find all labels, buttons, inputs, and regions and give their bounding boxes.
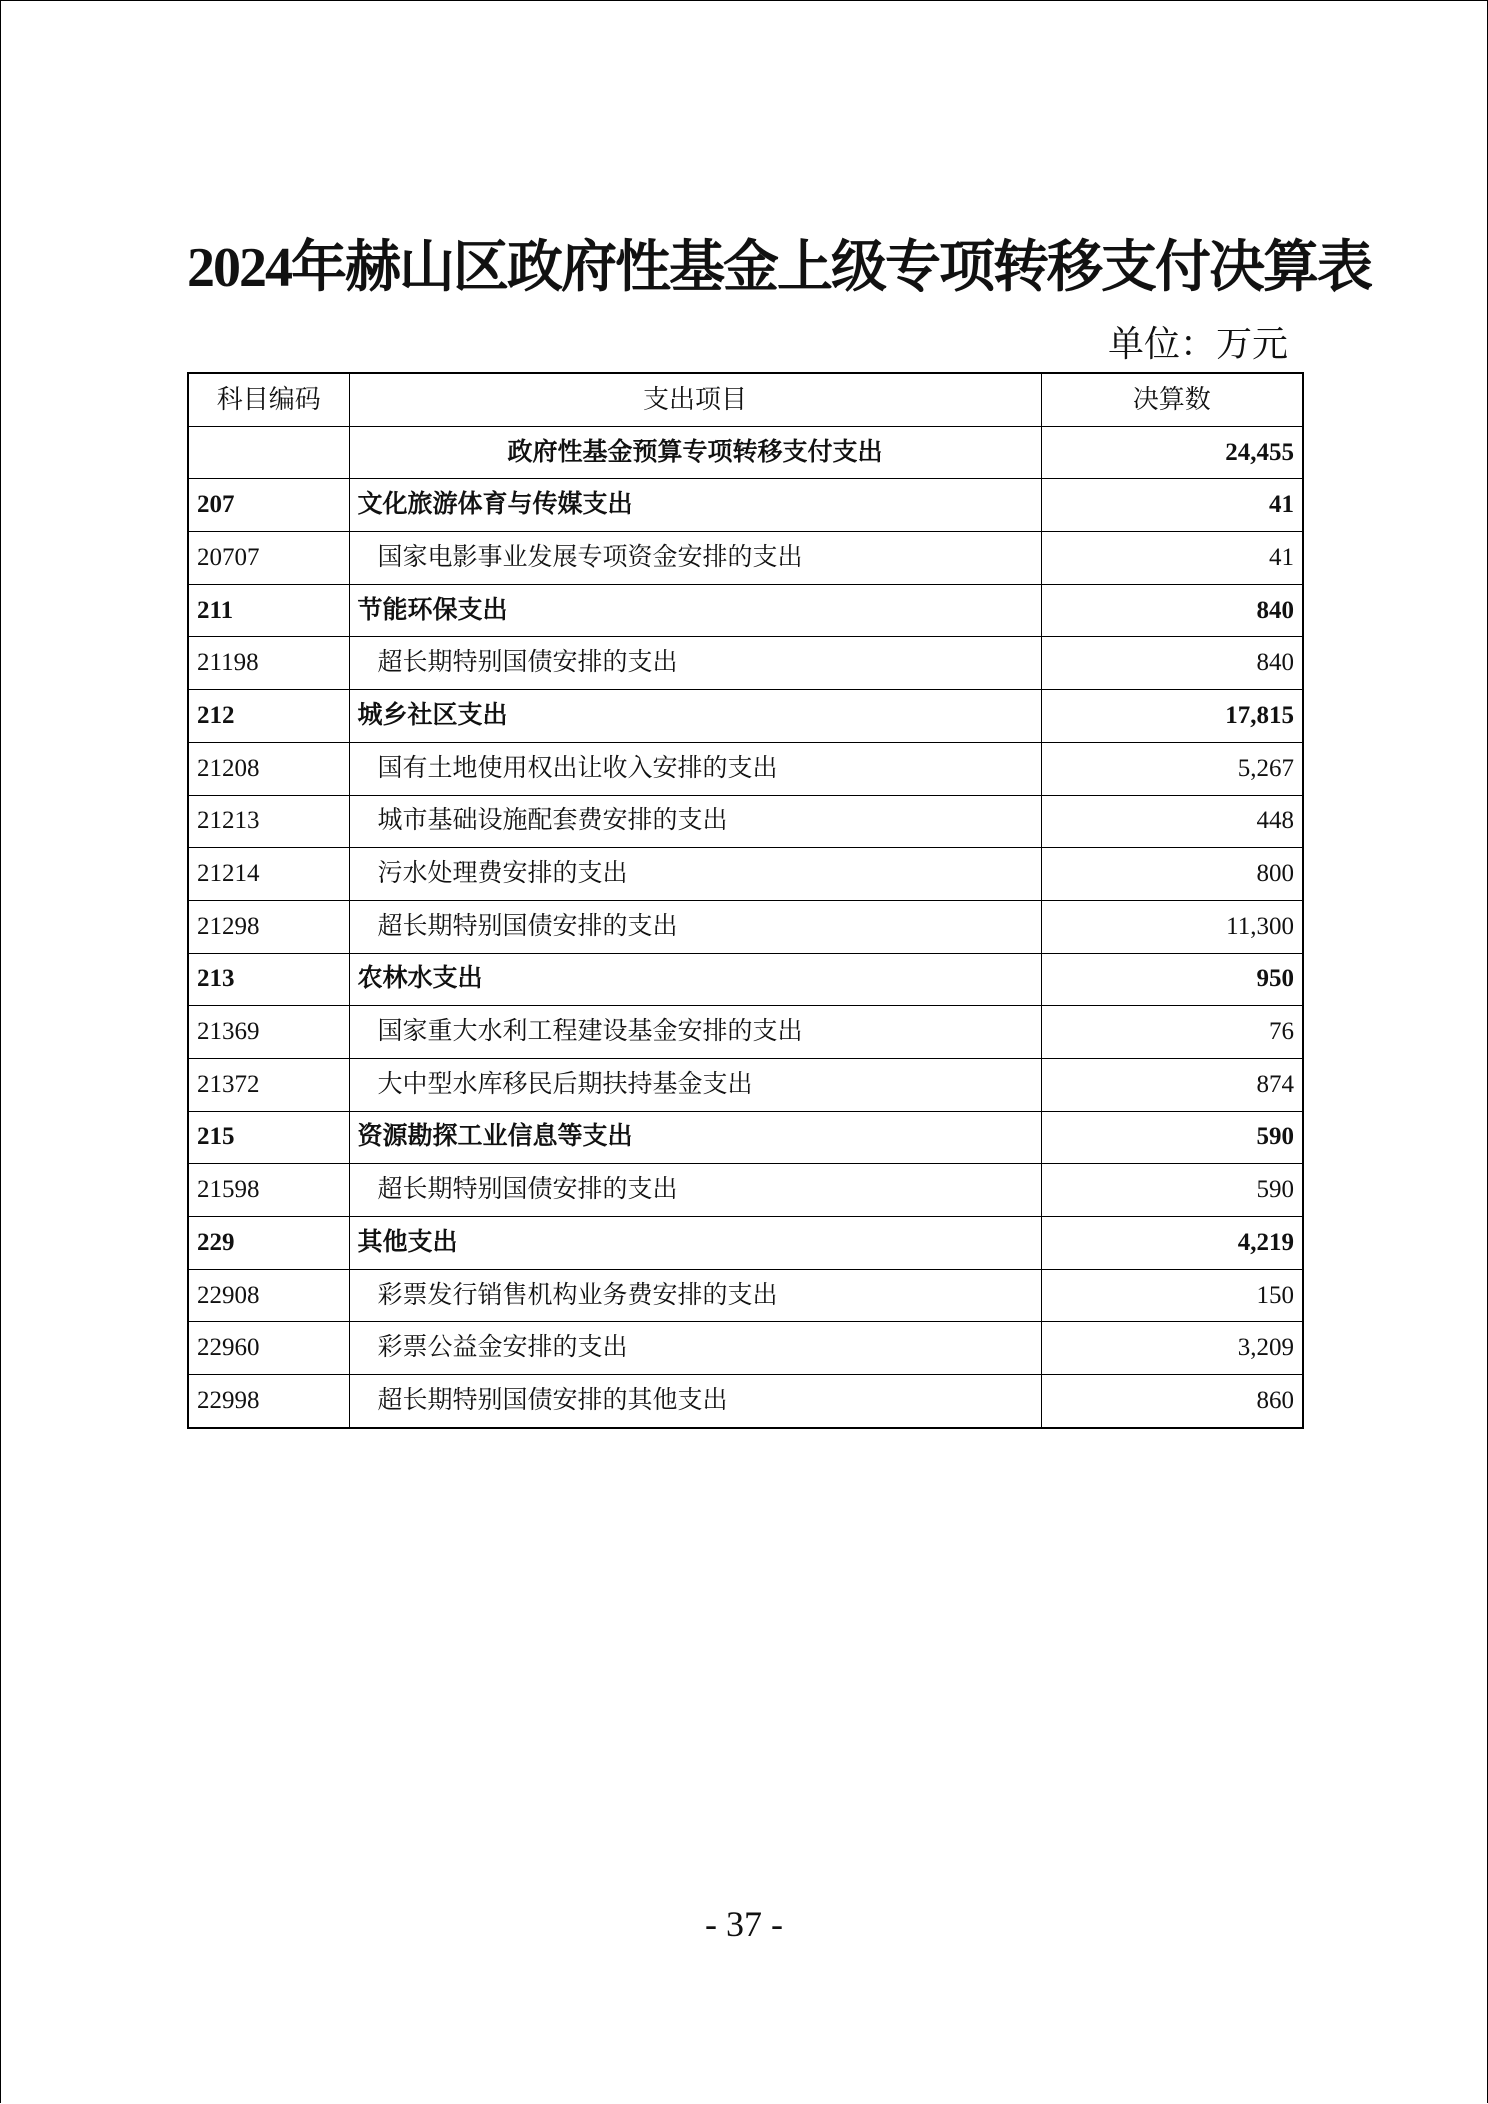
table-row — [188, 795, 1303, 848]
cell-item: 超长期特别国债安排的支出 — [349, 900, 1041, 953]
cell-code: 207 — [188, 479, 349, 532]
cell-code: 21198 — [188, 637, 349, 690]
cell-code: 21372 — [188, 1058, 349, 1111]
table-row-total — [188, 426, 1303, 479]
expenditure-table — [187, 372, 1304, 1429]
cell-item: 城乡社区支出 — [349, 690, 1041, 743]
header-item: 支出项目 — [349, 373, 1041, 426]
header-code: 科目编码 — [188, 373, 349, 426]
table-row — [188, 1058, 1303, 1111]
table-row-category — [188, 584, 1303, 637]
cell-amount: 800 — [1041, 848, 1303, 901]
cell-code: 215 — [188, 1111, 349, 1164]
cell-code: 20707 — [188, 532, 349, 585]
cell-code: 229 — [188, 1217, 349, 1270]
cell-code: 211 — [188, 584, 349, 637]
table-row-category — [188, 690, 1303, 743]
cell-code: 21214 — [188, 848, 349, 901]
cell-amount: 3,209 — [1041, 1322, 1303, 1375]
cell-code: 22908 — [188, 1269, 349, 1322]
cell-amount: 4,219 — [1041, 1217, 1303, 1270]
cell-code: 22998 — [188, 1375, 349, 1428]
cell-amount: 150 — [1041, 1269, 1303, 1322]
page-number: - 37 - — [705, 1904, 783, 1944]
cell-amount: 448 — [1041, 795, 1303, 848]
cell-code: 21598 — [188, 1164, 349, 1217]
cell-item: 其他支出 — [349, 1217, 1041, 1270]
cell-code: 22960 — [188, 1322, 349, 1375]
cell-amount: 24,455 — [1041, 426, 1303, 479]
table-header-row — [188, 373, 1303, 426]
table-row — [188, 742, 1303, 795]
table-row — [188, 1006, 1303, 1059]
cell-code: 213 — [188, 953, 349, 1006]
table-row-category — [188, 1217, 1303, 1270]
cell-item: 彩票公益金安排的支出 — [349, 1322, 1041, 1375]
cell-amount: 590 — [1041, 1164, 1303, 1217]
cell-amount: 5,267 — [1041, 742, 1303, 795]
cell-item: 超长期特别国债安排的支出 — [349, 1164, 1041, 1217]
cell-item: 农林水支出 — [349, 953, 1041, 1006]
cell-item: 节能环保支出 — [349, 584, 1041, 637]
table-row-category — [188, 1111, 1303, 1164]
table-row — [188, 1164, 1303, 1217]
table-row — [188, 532, 1303, 585]
cell-code: 21213 — [188, 795, 349, 848]
cell-amount: 11,300 — [1041, 900, 1303, 953]
table-row — [188, 1375, 1303, 1428]
cell-item: 城市基础设施配套费安排的支出 — [349, 795, 1041, 848]
cell-item: 文化旅游体育与传媒支出 — [349, 479, 1041, 532]
cell-code: 21369 — [188, 1006, 349, 1059]
document-title: 2024年赫山区政府性基金上级专项转移支付决算表 — [187, 237, 1371, 299]
table-row — [188, 1322, 1303, 1375]
table-row — [188, 900, 1303, 953]
cell-amount: 874 — [1041, 1058, 1303, 1111]
cell-item: 超长期特别国债安排的其他支出 — [349, 1375, 1041, 1428]
cell-item: 大中型水库移民后期扶持基金支出 — [349, 1058, 1041, 1111]
cell-item: 国家电影事业发展专项资金安排的支出 — [349, 532, 1041, 585]
cell-amount: 41 — [1041, 532, 1303, 585]
cell-amount: 590 — [1041, 1111, 1303, 1164]
cell-item: 资源勘探工业信息等支出 — [349, 1111, 1041, 1164]
cell-amount: 950 — [1041, 953, 1303, 1006]
table-row — [188, 848, 1303, 901]
cell-item: 超长期特别国债安排的支出 — [349, 637, 1041, 690]
cell-code: 21208 — [188, 742, 349, 795]
cell-amount: 41 — [1041, 479, 1303, 532]
cell-code: 212 — [188, 690, 349, 743]
table-row — [188, 1269, 1303, 1322]
unit-label: 单位：万元 — [1107, 324, 1288, 364]
cell-amount: 17,815 — [1041, 690, 1303, 743]
table-row-category — [188, 479, 1303, 532]
cell-amount: 840 — [1041, 584, 1303, 637]
cell-item: 国家重大水利工程建设基金安排的支出 — [349, 1006, 1041, 1059]
cell-amount: 860 — [1041, 1375, 1303, 1428]
header-amount: 决算数 — [1041, 373, 1303, 426]
cell-code: 21298 — [188, 900, 349, 953]
cell-amount: 840 — [1041, 637, 1303, 690]
cell-code — [188, 426, 349, 479]
cell-item: 政府性基金预算专项转移支付支出 — [349, 426, 1041, 479]
table-row-category — [188, 953, 1303, 1006]
cell-item: 国有土地使用权出让收入安排的支出 — [349, 742, 1041, 795]
table-row — [188, 637, 1303, 690]
cell-item: 彩票发行销售机构业务费安排的支出 — [349, 1269, 1041, 1322]
cell-item: 污水处理费安排的支出 — [349, 848, 1041, 901]
cell-amount: 76 — [1041, 1006, 1303, 1059]
